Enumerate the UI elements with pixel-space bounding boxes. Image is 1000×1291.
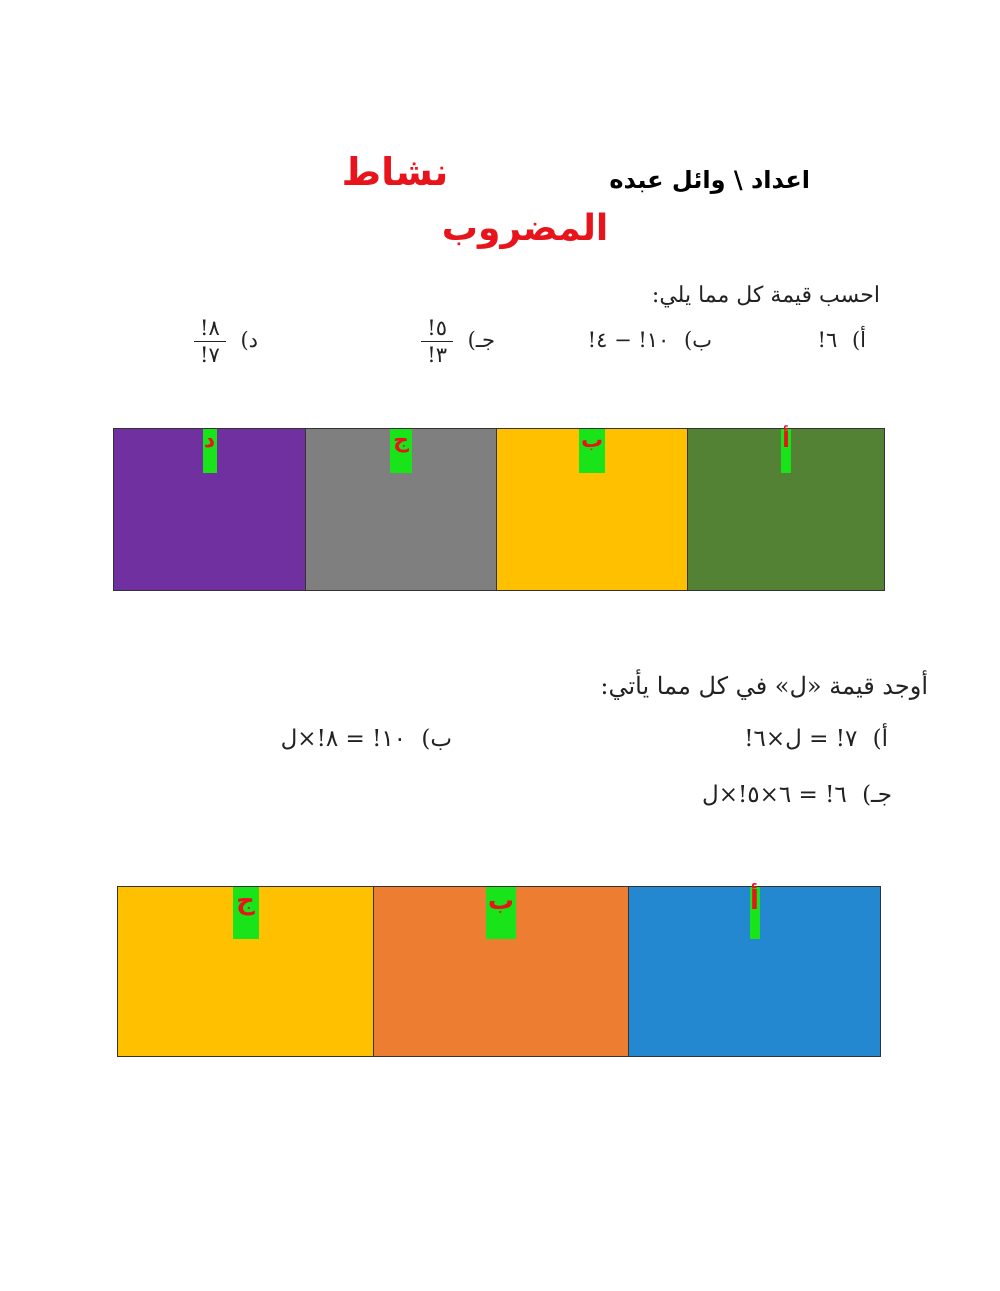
answer-boxes-section1 <box>113 428 885 591</box>
answer-box-label: ب <box>579 429 605 473</box>
answer-box-c[interactable] <box>305 429 496 590</box>
answer-box-c[interactable] <box>118 887 373 1056</box>
section2-instruction: أوجد قيمة «ل» في كل مما يأتي: <box>600 672 928 700</box>
fraction-numerator: ٥! <box>421 316 453 342</box>
section1-item-d <box>194 316 258 367</box>
fraction <box>194 316 226 367</box>
item-label: جـ) <box>862 782 892 808</box>
section2-item-c <box>702 782 892 808</box>
item-label: أ) <box>851 328 866 352</box>
answer-box-d[interactable] <box>114 429 305 590</box>
section2-item-b <box>281 726 452 752</box>
section1-instruction: احسب قيمة كل مما يلي: <box>651 283 880 308</box>
section2-item-a <box>744 726 888 752</box>
item-expression: ٧! = ل×٦! <box>744 726 858 752</box>
item-label: جـ) <box>467 328 495 352</box>
item-label: أ) <box>872 726 888 752</box>
item-expression: ١٠! − ٤! <box>587 328 670 352</box>
answer-box-label: أ <box>781 429 791 473</box>
answer-box-label: ج <box>233 887 259 939</box>
section1-item-c <box>421 316 495 367</box>
section1-item-a <box>818 328 866 352</box>
answer-box-a[interactable] <box>628 887 880 1056</box>
page-title-line1: نشاط <box>341 150 449 194</box>
answer-box-label: ب <box>486 887 516 939</box>
answer-box-a[interactable] <box>687 429 884 590</box>
answer-box-label: أ <box>750 887 760 939</box>
page-title-line2: المضروب <box>441 208 609 249</box>
item-label: ب) <box>421 726 452 752</box>
answer-box-b[interactable] <box>373 887 628 1056</box>
item-expression: ١٠! = ٨!×ل <box>280 726 407 752</box>
answer-boxes-section2 <box>117 886 881 1057</box>
fraction-denominator: ٧! <box>200 343 220 367</box>
author-credit: اعداد \ وائل عبده <box>609 166 810 194</box>
item-label: د) <box>240 328 258 352</box>
item-expression: ٦! <box>817 328 838 352</box>
fraction-numerator: ٨! <box>194 316 226 342</box>
answer-box-b[interactable] <box>496 429 687 590</box>
answer-box-label: د <box>203 429 217 473</box>
fraction-denominator: ٣! <box>427 343 447 367</box>
item-expression: ٦! = ٦×٥!×ل <box>702 782 847 808</box>
answer-box-label: ج <box>390 429 412 473</box>
section1-item-b <box>588 328 712 352</box>
fraction <box>421 316 453 367</box>
item-label: ب) <box>684 328 712 352</box>
